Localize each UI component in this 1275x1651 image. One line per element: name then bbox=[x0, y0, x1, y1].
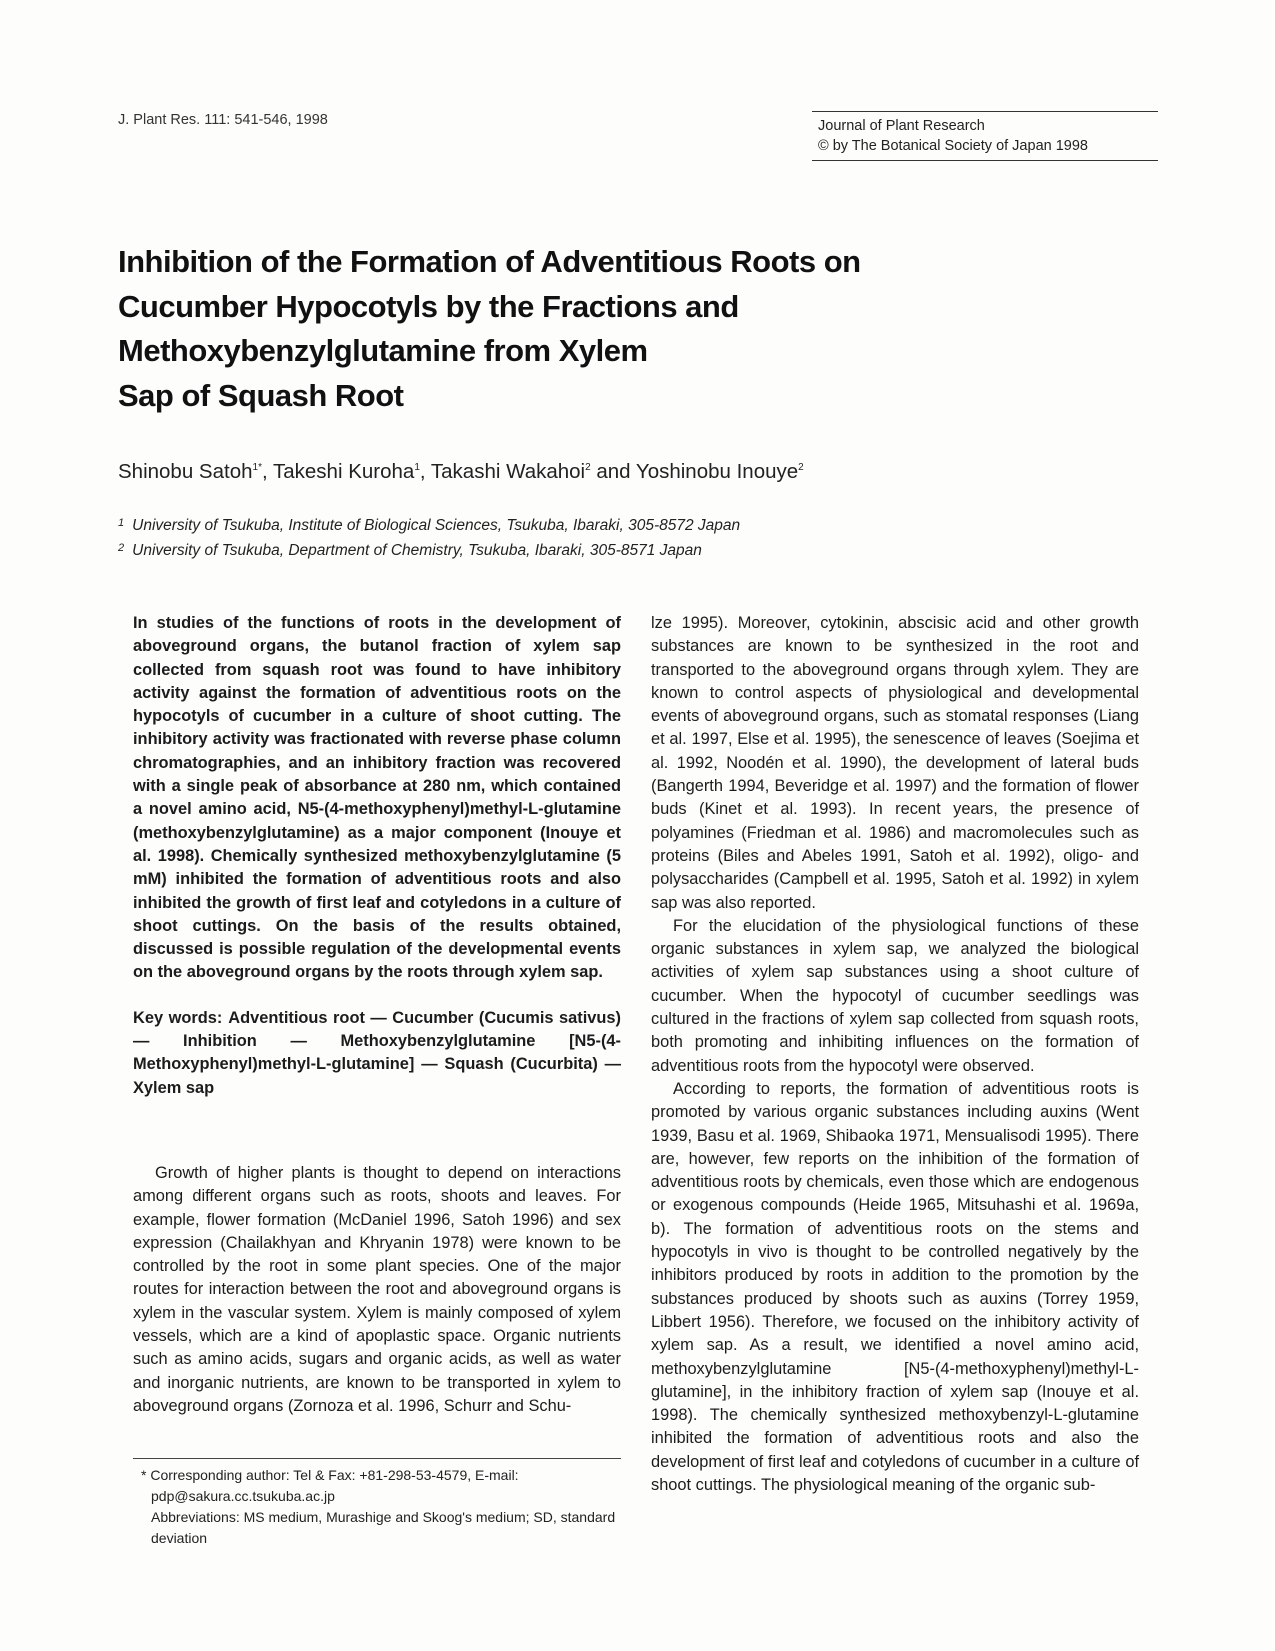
author-affil-mark: 1 bbox=[414, 462, 420, 474]
body-paragraph: For the elucidation of the physiological functions of these organic substances in xylem sap, we analyzed the biological activities of xylem sap substances using a shoot culture of cucumber. When the hypocotyl of cucumber seedlings was cultured in the fractions of xylem sap collected from squash roots, both promoting and inhibiting influences on the formation of adventitious roots from the hypocotyl were observed. bbox=[651, 916, 1139, 1075]
footnotes bbox=[133, 1458, 621, 1549]
author-affil-mark: 2 bbox=[585, 462, 591, 474]
affiliations bbox=[118, 512, 740, 562]
author-name: Takashi Wakahoi bbox=[430, 460, 586, 483]
left-column bbox=[133, 612, 621, 1418]
title-line: Inhibition of the Formation of Adventitious Roots on bbox=[118, 244, 861, 279]
keywords-label: Key words: bbox=[133, 1008, 223, 1027]
affiliation-line bbox=[118, 537, 740, 562]
abbreviations-note: Abbreviations: MS medium, Murashige and Skoog's medium; SD, standard deviation bbox=[151, 1509, 616, 1546]
author-name: Takeshi Kuroha bbox=[273, 460, 415, 483]
keywords-text: Adventitious root — Cucumber (Cucumis sativus) — Inhibition — Methoxybenzylglutamine [N5-(4-Methoxyphenyl)methyl-L-glutamine] — Squash (Cucurbita) — Xylem sap bbox=[133, 1008, 621, 1097]
article-title bbox=[118, 240, 958, 418]
affiliation-text: University of Tsukuba, Institute of Biological Sciences, Tsukuba, Ibaraki, 305-8572 Japan bbox=[132, 517, 741, 534]
keywords bbox=[133, 1007, 621, 1100]
body-paragraph: According to reports, the formation of adventitious roots is promoted by various organic substances including auxins (Went 1939, Basu et al. 1969, Shibaoka 1971, Mensualisodi 1995). There are, however, few reports on the inhibition of the formation of adventitious roots by chemicals, even those which are endogenous or exogenous compounds (Heide 1965, Mitsuhashi et al. 1969a, b). The formation of adventitious roots on the stems and hypocotyls in vivo is thought to be controlled negatively by the inhibitors produced by roots in addition to the promotion by the substances produced by shoots such as auxins (Torrey 1959, Libbert 1956). Therefore, we focused on the inhibitory activity of xylem sap. As a result, we identified a novel amino acid, methoxybenzylglutamine [N5-(4-methoxyphenyl)methyl-L-glutamine], in the inhibitory fraction of xylem sap (Inouye et al. 1998). The chemically synthesized methoxybenzyl-L-glutamine inhibited the formation of adventitious roots and also the development of first leaf and cotyledons of cucumber in a culture of shoot cuttings. The physiological meaning of the organic sub- bbox=[651, 1079, 1139, 1494]
journal-box bbox=[812, 111, 1158, 161]
author-list bbox=[118, 460, 804, 484]
author-name: Yoshinobu Inouye bbox=[635, 460, 799, 483]
affiliation-text: University of Tsukuba, Department of Chemistry, Tsukuba, Ibaraki, 305-8571 Japan bbox=[132, 542, 702, 559]
right-column bbox=[651, 612, 1139, 1497]
author-separator: , bbox=[261, 460, 273, 483]
journal-name: Journal of Plant Research bbox=[818, 118, 985, 134]
copyright-line: © by The Botanical Society of Japan 1998 bbox=[818, 138, 1088, 154]
title-line: Sap of Squash Root bbox=[118, 377, 404, 413]
author-affil-mark: 1* bbox=[252, 462, 262, 474]
author-name: Shinobu Satoh bbox=[118, 460, 253, 483]
author-separator: and bbox=[590, 460, 636, 483]
title-line: Methoxybenzylglutamine from Xylem bbox=[118, 333, 648, 368]
author-affil-mark: 2 bbox=[798, 462, 804, 474]
corresponding-author-note: * Corresponding author: Tel & Fax: +81-298-53-4579, E-mail: pdp@sakura.cc.tsukuba.ac.jp bbox=[141, 1467, 519, 1504]
body-paragraph: lze 1995). Moreover, cytokinin, abscisic acid and other growth substances are known to be synthesized in the root and transported to the aboveground organs through xylem. They are known to control aspects of physiological and developmental events of aboveground organs, such as stomatal responses (Liang et al. 1997, Else et al. 1995), the senescence of leaves (Soejima et al. 1992, Noodén et al. 1990), the development of lateral buds (Bangerth 1994, Beveridge et al. 1997) and the formation of flower buds (Kinet et al. 1993). In recent years, the presence of polyamines (Friedman et al. 1986) and macromolecules such as proteins (Biles and Abeles 1991, Satoh et al. 1992), oligo- and polysaccharides (Campbell et al. 1995, Satoh et al. 1992) in xylem sap was also reported. bbox=[651, 614, 1139, 912]
affiliation-number: 2 bbox=[118, 542, 125, 554]
author-separator: , bbox=[419, 460, 431, 483]
abstract: In studies of the functions of roots in the development of aboveground organs, the butanol fraction of xylem sap collected from squash root was found to have inhibitory activity against the formation of adventitious roots on the hypocotyls of cucumber in a culture of shoot cutting. The inhibitory activity was fractionated with reverse phase column chromatographies, and an inhibitory fraction was recovered with a single peak of absorbance at 280 nm, which contained a novel amino acid, N5-(4-methoxyphenyl)methyl-L-glutamine (methoxybenzylglutamine) as a major component (Inouye et al. 1998). Chemically synthesized methoxybenzylglutamine (5 mM) inhibited the formation of adventitious roots and also inhibited the growth of first leaf and cotyledons in a culture of shoot cuttings. On the basis of the results obtained, discussed is possible regulation of the developmental events on the aboveground organs by the roots through xylem sap. bbox=[133, 614, 621, 982]
intro-paragraph: Growth of higher plants is thought to depend on interactions among different organs such as roots, shoots and leaves. For example, flower formation (McDaniel 1996, Satoh 1996) and sex expression (Chailakhyan and Khryanin 1978) were known to be controlled by the root in some plant species. One of the major routes for interaction between the root and aboveground organs is xylem in the vascular system. Xylem is mainly composed of xylem vessels, which are a kind of apoplastic space. Organic nutrients such as amino acids, sugars and organic acids, as well as water and inorganic nutrients, are known to be transported in xylem to aboveground organs (Zornoza et al. 1996, Schurr and Schu- bbox=[133, 1163, 621, 1415]
journal-citation: J. Plant Res. 111: 541-546, 1998 bbox=[118, 112, 328, 128]
affiliation-line bbox=[118, 512, 740, 537]
affiliation-number: 1 bbox=[118, 517, 125, 529]
title-line: Cucumber Hypocotyls by the Fractions and bbox=[118, 288, 739, 324]
